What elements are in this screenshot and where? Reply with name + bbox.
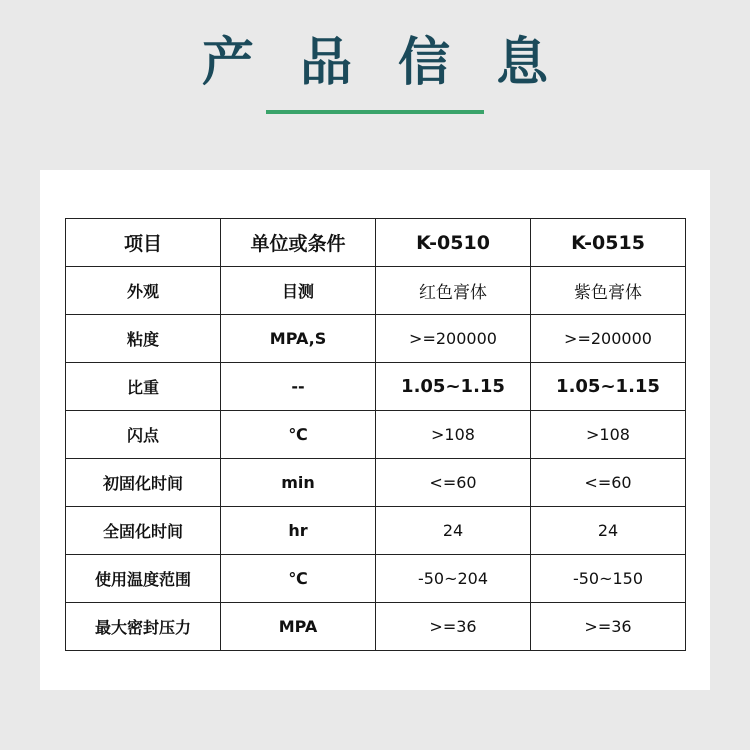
row-item-label: 闪点 [66,411,221,459]
table-row [66,555,686,603]
table-row [66,411,686,459]
column-header-k0510: K-0510 [376,219,531,267]
row-k0515-value: -50~150 [531,555,686,603]
spec-card [40,170,710,690]
spec-table-wrapper [65,218,685,651]
page-title: 产 品 信 息 [201,33,563,93]
row-k0510-value: 24 [376,507,531,555]
row-k0515-value: >=200000 [531,315,686,363]
row-k0510-value: 1.05~1.15 [376,363,531,411]
row-unit-value: -- [221,363,376,411]
row-k0515-value: 24 [531,507,686,555]
table-row [66,267,686,315]
row-k0510-value: 红色膏体 [376,267,531,315]
title-underline [266,110,484,114]
table-row [66,363,686,411]
column-header-unit: 单位或条件 [221,219,376,267]
row-k0515-value: >=36 [531,603,686,651]
table-row [66,603,686,651]
row-item-label: 全固化时间 [66,507,221,555]
title-block [0,0,750,114]
row-item-label: 外观 [66,267,221,315]
row-k0515-value: 紫色膏体 [531,267,686,315]
column-header-k0515: K-0515 [531,219,686,267]
row-k0515-value: 1.05~1.15 [531,363,686,411]
row-unit-value: hr [221,507,376,555]
row-unit-value: MPA,S [221,315,376,363]
row-unit-value: min [221,459,376,507]
row-k0515-value: <=60 [531,459,686,507]
row-item-label: 最大密封压力 [66,603,221,651]
column-header-item: 项目 [66,219,221,267]
table-row [66,315,686,363]
table-row [66,507,686,555]
row-unit-value: ℃ [221,555,376,603]
row-unit-value: MPA [221,603,376,651]
row-item-label: 粘度 [66,315,221,363]
table-row [66,459,686,507]
row-k0515-value: >108 [531,411,686,459]
row-item-label: 使用温度范围 [66,555,221,603]
row-k0510-value: -50~204 [376,555,531,603]
row-k0510-value: <=60 [376,459,531,507]
row-unit-value: 目测 [221,267,376,315]
row-k0510-value: >108 [376,411,531,459]
row-k0510-value: >=200000 [376,315,531,363]
spec-table [65,218,686,651]
table-header-row [66,219,686,267]
row-item-label: 比重 [66,363,221,411]
row-item-label: 初固化时间 [66,459,221,507]
row-k0510-value: >=36 [376,603,531,651]
row-unit-value: ℃ [221,411,376,459]
